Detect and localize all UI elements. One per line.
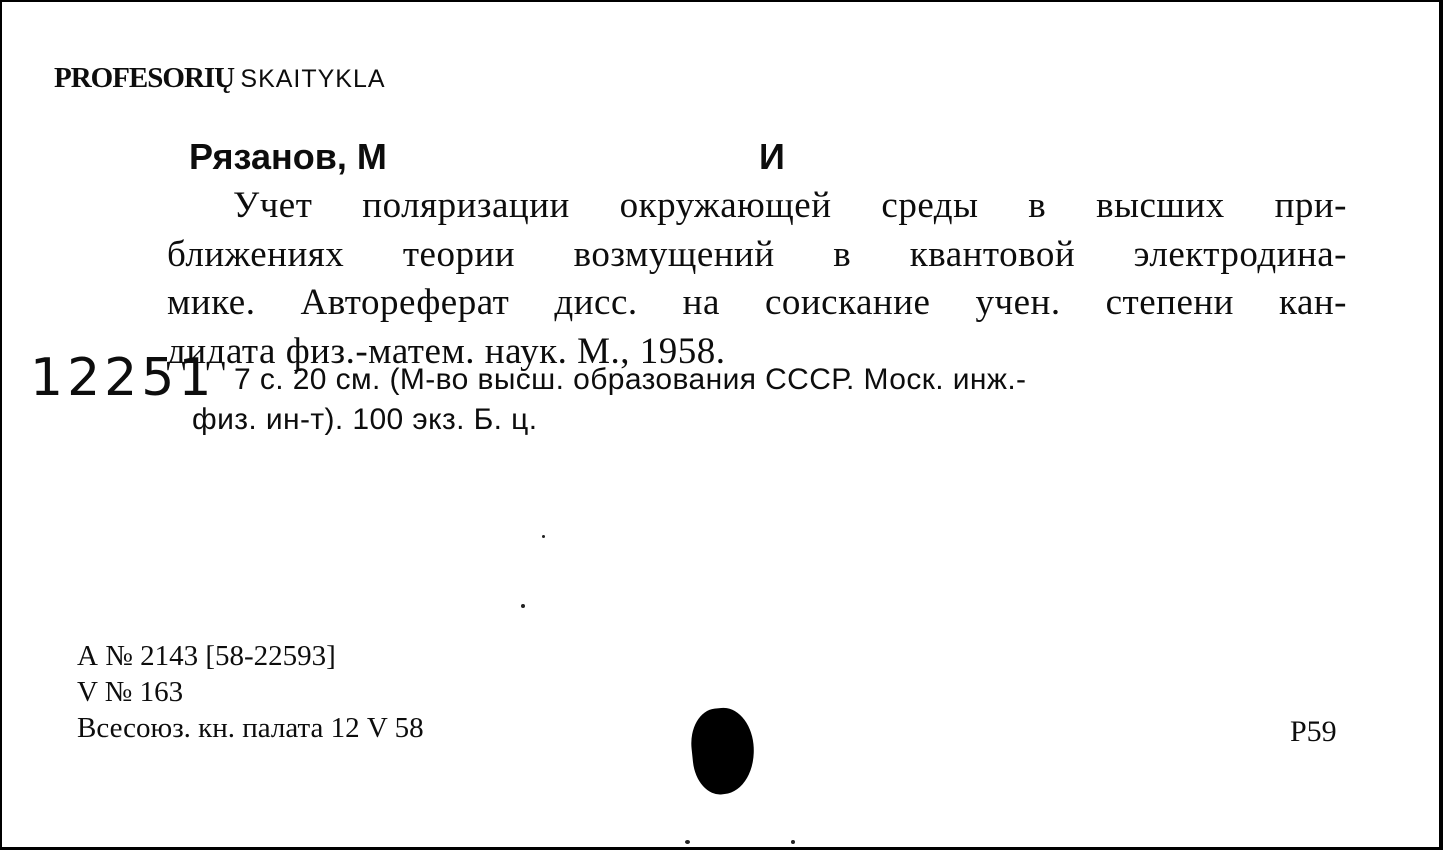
collation-block [192,360,1344,440]
handwritten-accession-number: 12251 [30,348,216,408]
collation-line: физ. ин-т). 100 экз. Б. ц. [192,403,538,436]
title-line: ближениях теории возмущений в квантовой электродина- [167,233,1347,275]
speck [791,840,795,844]
registry-line: V № 163 [77,676,184,708]
registry-line: А № 2143 [58-22593] [77,640,336,672]
speck [685,840,690,844]
title-line: Учет поляризации окружающей среды в высших при- [233,185,1347,226]
punch-hole [688,705,759,797]
speck [521,604,525,608]
chamber-line: Всесоюз. кн. палата 12 V 58 [77,712,424,744]
title-block [167,182,1347,376]
title-line: мике. Автореферат дисс. на соискание учен. степени кан- [167,282,1347,323]
author-initial: И [759,136,785,177]
catalog-card [2,2,1439,847]
speck [542,535,545,538]
author-name: Рязанов, М [189,136,387,177]
classification-code: Р59 [1290,715,1337,748]
title-line: дидата физ.-матем. наук. М., 1958. [167,330,726,372]
collation-line: 7 с. 20 см. (М-во высш. образования СССР. Моск. инж.- [234,363,1027,396]
library-stamp: PROFESORIŲ SKAITYKLA [54,62,386,94]
